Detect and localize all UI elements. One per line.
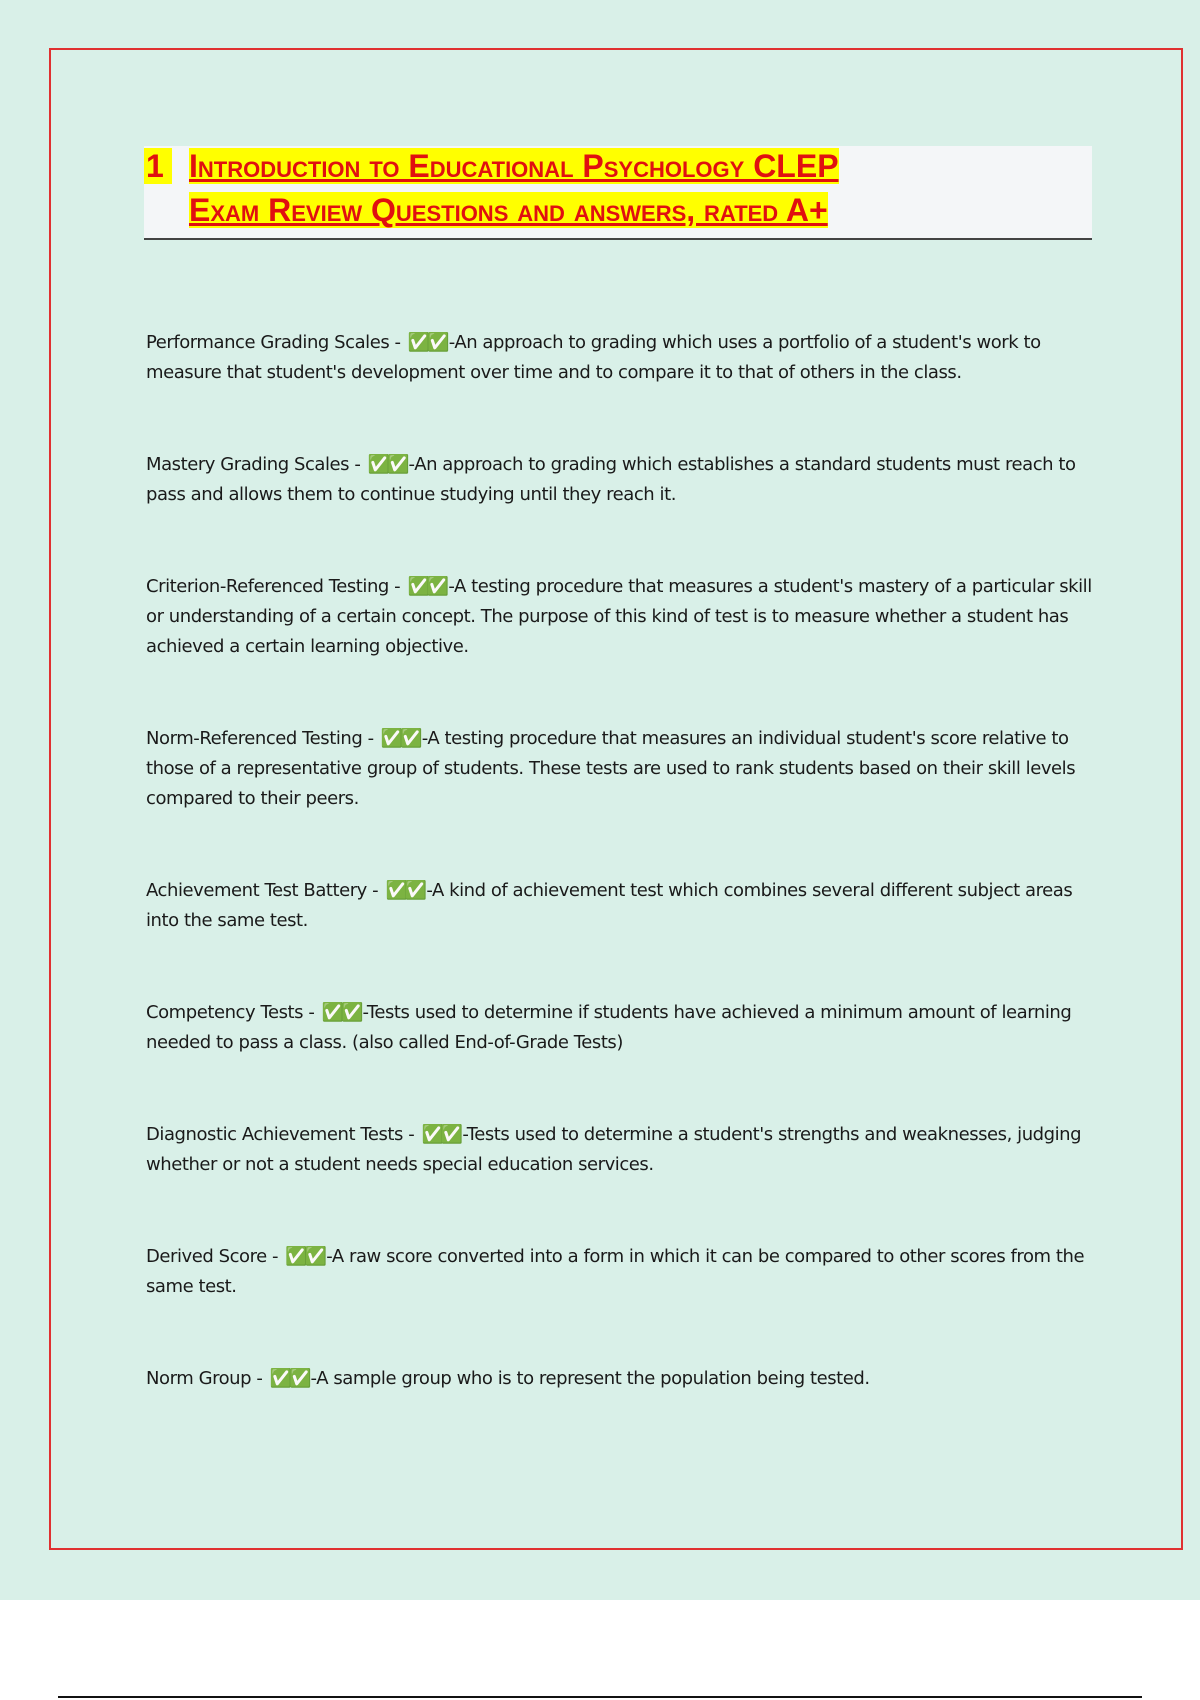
entry-definition: A testing procedure that measures an individual student's score relative to those of a representative group of students. These tests are used to rank students based on their skill levels compared to their peers. bbox=[146, 728, 1076, 809]
double-check-icon: ✅✅ bbox=[321, 1002, 361, 1023]
qa-entry: Norm-Referenced Testing - ✅✅ -A testing procedure that measures an individual student's score relative to those of a representative group of students. These tests are used to rank students based on their skill levels compared to their peers. bbox=[146, 728, 1076, 809]
entry-term: Diagnostic Achievement Tests bbox=[146, 1124, 403, 1145]
qa-entry: Performance Grading Scales - ✅✅ -An approach to grading which uses a portfolio of a student's work to measure that student's development over time and to compare it to that of others in the class. bbox=[146, 332, 1041, 383]
entry-term: Mastery Grading Scales bbox=[146, 454, 350, 475]
qa-entry: Competency Tests - ✅✅ -Tests used to determine if students have achieved a minimum amount of learning needed to pass a class. (also called End-of-Grade Tests) bbox=[146, 1002, 1072, 1053]
entry-definition: Tests used to determine a student's strengths and weaknesses, judging whether or not a student needs special education services. bbox=[146, 1124, 1082, 1175]
entry-term: Performance Grading Scales bbox=[146, 332, 390, 353]
entry-term: Achievement Test Battery bbox=[146, 880, 367, 901]
qa-entry: Derived Score - ✅✅ -A raw score converted into a form in which it can be compared to other scores from the same test. bbox=[146, 1246, 1085, 1297]
entry-term: Criterion-Referenced Testing bbox=[146, 576, 389, 597]
entry-definition: A kind of achievement test which combines several different subject areas into the same test. bbox=[146, 880, 1073, 931]
footer-divider bbox=[58, 1696, 1142, 1698]
entry-definition: Tests used to determine if students have achieved a minimum amount of learning needed to pass a class. (also called End-of-Grade Tests) bbox=[146, 1002, 1072, 1053]
entry-definition: A testing procedure that measures a student's mastery of a particular skill or understanding of a certain concept. The purpose of this kind of test is to measure whether a student has achieved a certain learning objective. bbox=[146, 576, 1092, 657]
qa-entry: Criterion-Referenced Testing - ✅✅ -A testing procedure that measures a student's mastery of a particular skill or understanding of a certain concept. The purpose of this kind of test is to measure whether a student has achieved a certain learning objective. bbox=[146, 576, 1092, 657]
qa-entry: Mastery Grading Scales - ✅✅ -An approach to grading which establishes a standard students must reach to pass and allows them to continue studying until they reach it. bbox=[146, 454, 1076, 505]
entry-definition: An approach to grading which uses a portfolio of a student's work to measure that student's development over time and to compare it to that of others in the class. bbox=[146, 332, 1041, 383]
qa-entry-list bbox=[146, 328, 1094, 1456]
qa-entry: Achievement Test Battery - ✅✅ -A kind of achievement test which combines several different subject areas into the same test. bbox=[146, 880, 1073, 931]
entry-term: Norm Group bbox=[146, 1368, 252, 1389]
double-check-icon: ✅✅ bbox=[407, 332, 447, 353]
heading-number: 1 bbox=[144, 148, 172, 184]
entry-definition: A sample group who is to represent the population being tested. bbox=[316, 1368, 870, 1389]
double-check-icon: ✅✅ bbox=[367, 454, 407, 475]
qa-entry: Diagnostic Achievement Tests - ✅✅ -Tests used to determine a student's strengths and weaknesses, judging whether or not a student needs special education services. bbox=[146, 1124, 1082, 1175]
double-check-icon: ✅✅ bbox=[421, 1124, 461, 1145]
entry-definition: A raw score converted into a form in which it can be compared to other scores from the same test. bbox=[146, 1246, 1085, 1297]
double-check-icon: ✅✅ bbox=[380, 728, 420, 749]
entry-definition: An approach to grading which establishes a standard students must reach to pass and allows them to continue studying until they reach it. bbox=[146, 454, 1076, 505]
double-check-icon: ✅✅ bbox=[385, 880, 425, 901]
heading-line-1: Introduction to Educational Psychology CLEP bbox=[189, 148, 839, 184]
heading-block bbox=[144, 146, 1092, 240]
heading-line-2: Exam Review Questions and answers, rated A+ bbox=[189, 192, 828, 228]
double-check-icon: ✅✅ bbox=[269, 1368, 309, 1389]
qa-entry: Norm Group - ✅✅ -A sample group who is to represent the population being tested. bbox=[146, 1368, 870, 1389]
entry-term: Norm-Referenced Testing bbox=[146, 728, 363, 749]
entry-term: Derived Score bbox=[146, 1246, 267, 1267]
double-check-icon: ✅✅ bbox=[407, 576, 447, 597]
entry-term: Competency Tests bbox=[146, 1002, 304, 1023]
double-check-icon: ✅✅ bbox=[285, 1246, 325, 1267]
